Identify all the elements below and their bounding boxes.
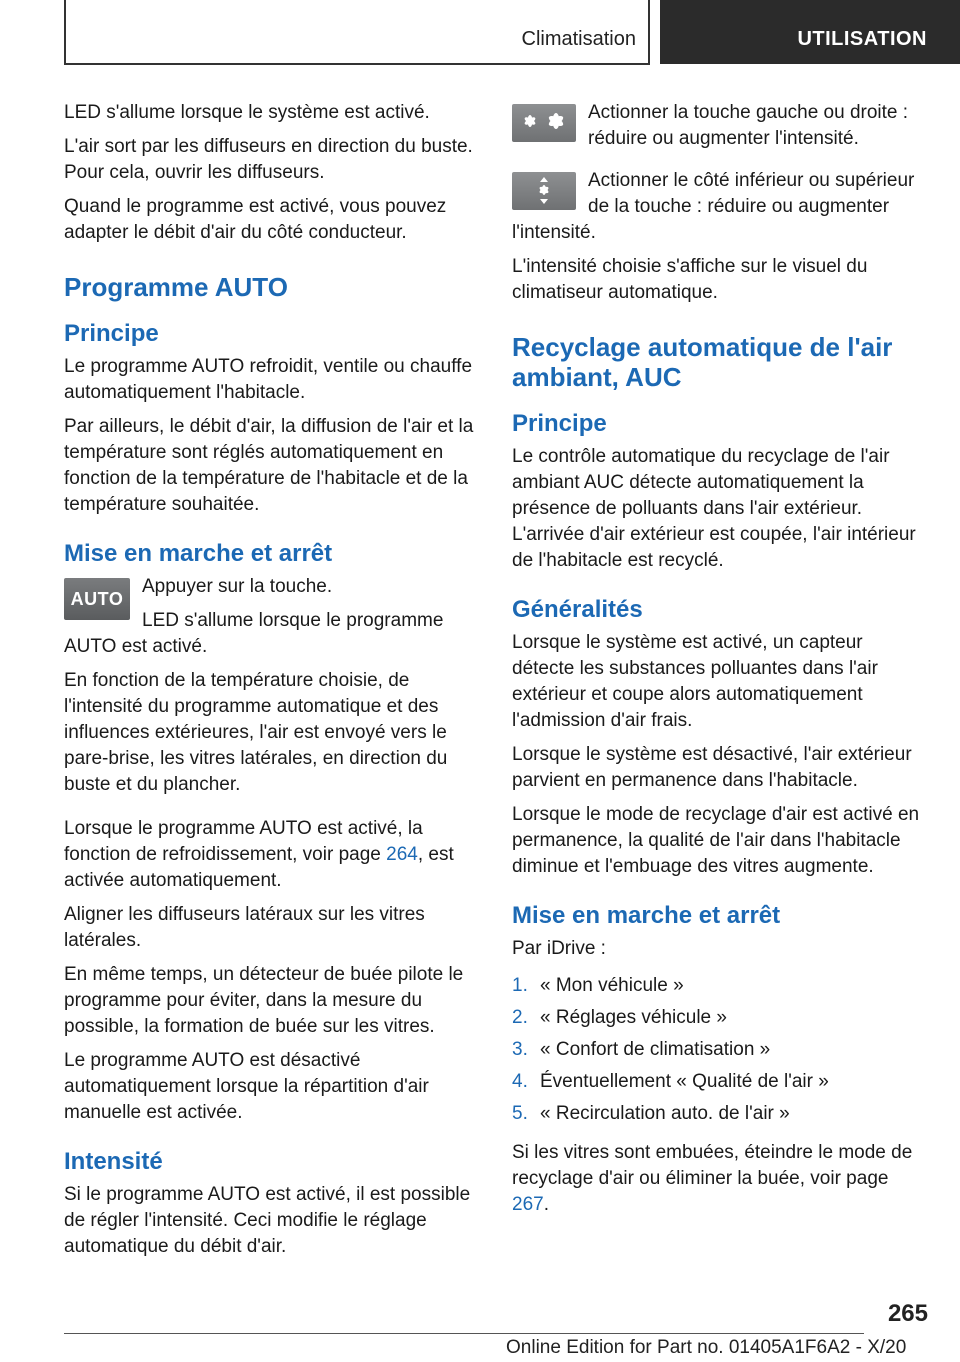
header-rule-right <box>648 0 650 64</box>
paragraph: L'intensité choisie s'affiche sur le visuel du climatiseur automatique. <box>512 256 868 303</box>
paragraph: Lorsque le système est désactivé, l'air extérieur parvient en permanence dans l'habitacle. <box>512 744 912 791</box>
footer-edition: Online Edition for Part no. 01405A1F6A2 - X/20 <box>506 1337 907 1358</box>
paragraph: L'air sort par les diffuseurs en direction du buste. Pour cela, ouvrir les diffuseurs. <box>64 136 473 183</box>
paragraph: Aligner les diffuseurs latéraux sur les vitres latérales. <box>64 904 425 951</box>
paragraph: Par ailleurs, le débit d'air, la diffusion de l'air et la température sont réglés automatiquement en fonction de la température de l'habitacle et de la température souhaitée. <box>64 416 474 515</box>
page-number: 265 <box>887 1300 928 1327</box>
auto-button-label: AUTO <box>70 588 124 609</box>
intensity-button-row <box>512 100 928 160</box>
paragraph <box>512 1140 928 1218</box>
chapter-tab[interactable] <box>660 0 960 64</box>
paragraph: Le programme AUTO est désactivé automatiquement lorsque la répartition d'air manuelle est activée. <box>64 1050 429 1123</box>
heading-recyclage-auc: Recyclage automatique de l'air ambiant, AUC <box>512 332 893 392</box>
left-column <box>64 100 480 1268</box>
paragraph: LED s'allume lorsque le programme AUTO est activé. <box>64 610 444 657</box>
list-item <box>512 1098 928 1130</box>
paragraph <box>64 816 480 894</box>
paragraph: Actionner le côté inférieur ou supérieur de la touche : réduire ou augmenter l'intensité. <box>512 170 915 243</box>
heading-mise-en-marche: Mise en marche et arrêt <box>64 540 333 567</box>
paragraph: En même temps, un détecteur de buée pilote le programme pour éviter, dans la mesure du possible, la formation de buée sur les vitres. <box>64 964 464 1037</box>
step-text: « Confort de climatisation » <box>540 1039 771 1060</box>
paragraph: Lorsque le système est activé, un capteur détecte les substances polluantes dans l'air extérieur et coupe alors automatiquement l'admission d'air frais. <box>512 632 878 731</box>
heading-principe: Principe <box>64 320 159 347</box>
step-number: 2. <box>512 1007 528 1028</box>
text: Si les vitres sont embuées, éteindre le mode de recyclage d'air ou éliminer la buée, voir page <box>512 1142 913 1189</box>
list-item <box>512 1002 928 1034</box>
step-number: 4. <box>512 1071 528 1092</box>
right-column <box>512 100 928 1226</box>
page-link-267[interactable]: 267 <box>512 1194 544 1215</box>
paragraph: En fonction de la température choisie, de l'intensité du programme automatique et des influences extérieures, l'air est envoyé vers le pare-brise, les vitres latérales, en direction du buste et du plancher. <box>64 670 448 795</box>
auto-button-icon <box>64 578 130 620</box>
heading-intensite: Intensité <box>64 1148 163 1175</box>
text: . <box>543 1194 549 1215</box>
step-number: 1. <box>512 975 528 996</box>
fan-intensity-icon <box>512 104 576 142</box>
paragraph: Par iDrive : <box>512 938 606 959</box>
text: Lorsque le programme AUTO est activé, la fonction de refroidissement, voir page <box>64 818 423 865</box>
list-item <box>512 1034 928 1066</box>
footer-rule <box>64 1333 864 1334</box>
paragraph: Le programme AUTO refroidit, ventile ou chauffe automatiquement l'habitacle. <box>64 356 473 403</box>
paragraph: Quand le programme est activé, vous pouvez adapter le débit d'air du côté conducteur. <box>64 196 447 243</box>
step-number: 3. <box>512 1039 528 1060</box>
fan-rocker-icon <box>512 172 576 210</box>
heading-generalites: Généralités <box>512 596 643 623</box>
intensity-rocker-row <box>512 168 928 246</box>
step-number: 5. <box>512 1103 528 1124</box>
heading-programme-auto: Programme AUTO <box>64 272 288 302</box>
idrive-steps-list <box>512 970 928 1130</box>
section-title: Climatisation <box>521 28 636 50</box>
step-text: Éventuellement « Qualité de l'air » <box>540 1071 829 1092</box>
header-rule-left <box>64 0 66 64</box>
paragraph: Si le programme AUTO est activé, il est possible de régler l'intensité. Ceci modifie le réglage automatique du débit d'air. <box>64 1184 471 1257</box>
heading-mise-en-marche-auc: Mise en marche et arrêt <box>512 902 781 929</box>
list-item <box>512 970 928 1002</box>
paragraph: Actionner la touche gauche ou droite : réduire ou augmenter l'intensité. <box>588 102 909 149</box>
step-text: « Réglages véhicule » <box>540 1007 727 1028</box>
paragraph: LED s'allume lorsque le système est activé. <box>64 102 430 123</box>
page-link-264[interactable]: 264 <box>386 844 418 865</box>
chapter-tab-label: UTILISATION <box>797 28 927 50</box>
auto-button-row <box>64 574 480 660</box>
paragraph: Appuyer sur la touche. <box>142 576 333 597</box>
list-item <box>512 1066 928 1098</box>
paragraph: Le contrôle automatique du recyclage de l'air ambiant AUC détecte automatiquement la présence de polluants dans l'air extérieur. L'arrivée d'air extérieur est coupée, l'air intérieur de l'habitacle est recyclé. <box>512 446 916 571</box>
heading-principe-auc: Principe <box>512 410 607 437</box>
text: , est activée automatiquement. <box>64 844 454 891</box>
step-text: « Recirculation auto. de l'air » <box>540 1103 790 1124</box>
paragraph: Lorsque le mode de recyclage d'air est activé en permanence, la qualité de l'air dans l'habitacle diminue et l'embuage des vitres augmente. <box>512 804 920 877</box>
header-rule-bottom <box>64 63 650 65</box>
step-text: « Mon véhicule » <box>540 975 684 996</box>
